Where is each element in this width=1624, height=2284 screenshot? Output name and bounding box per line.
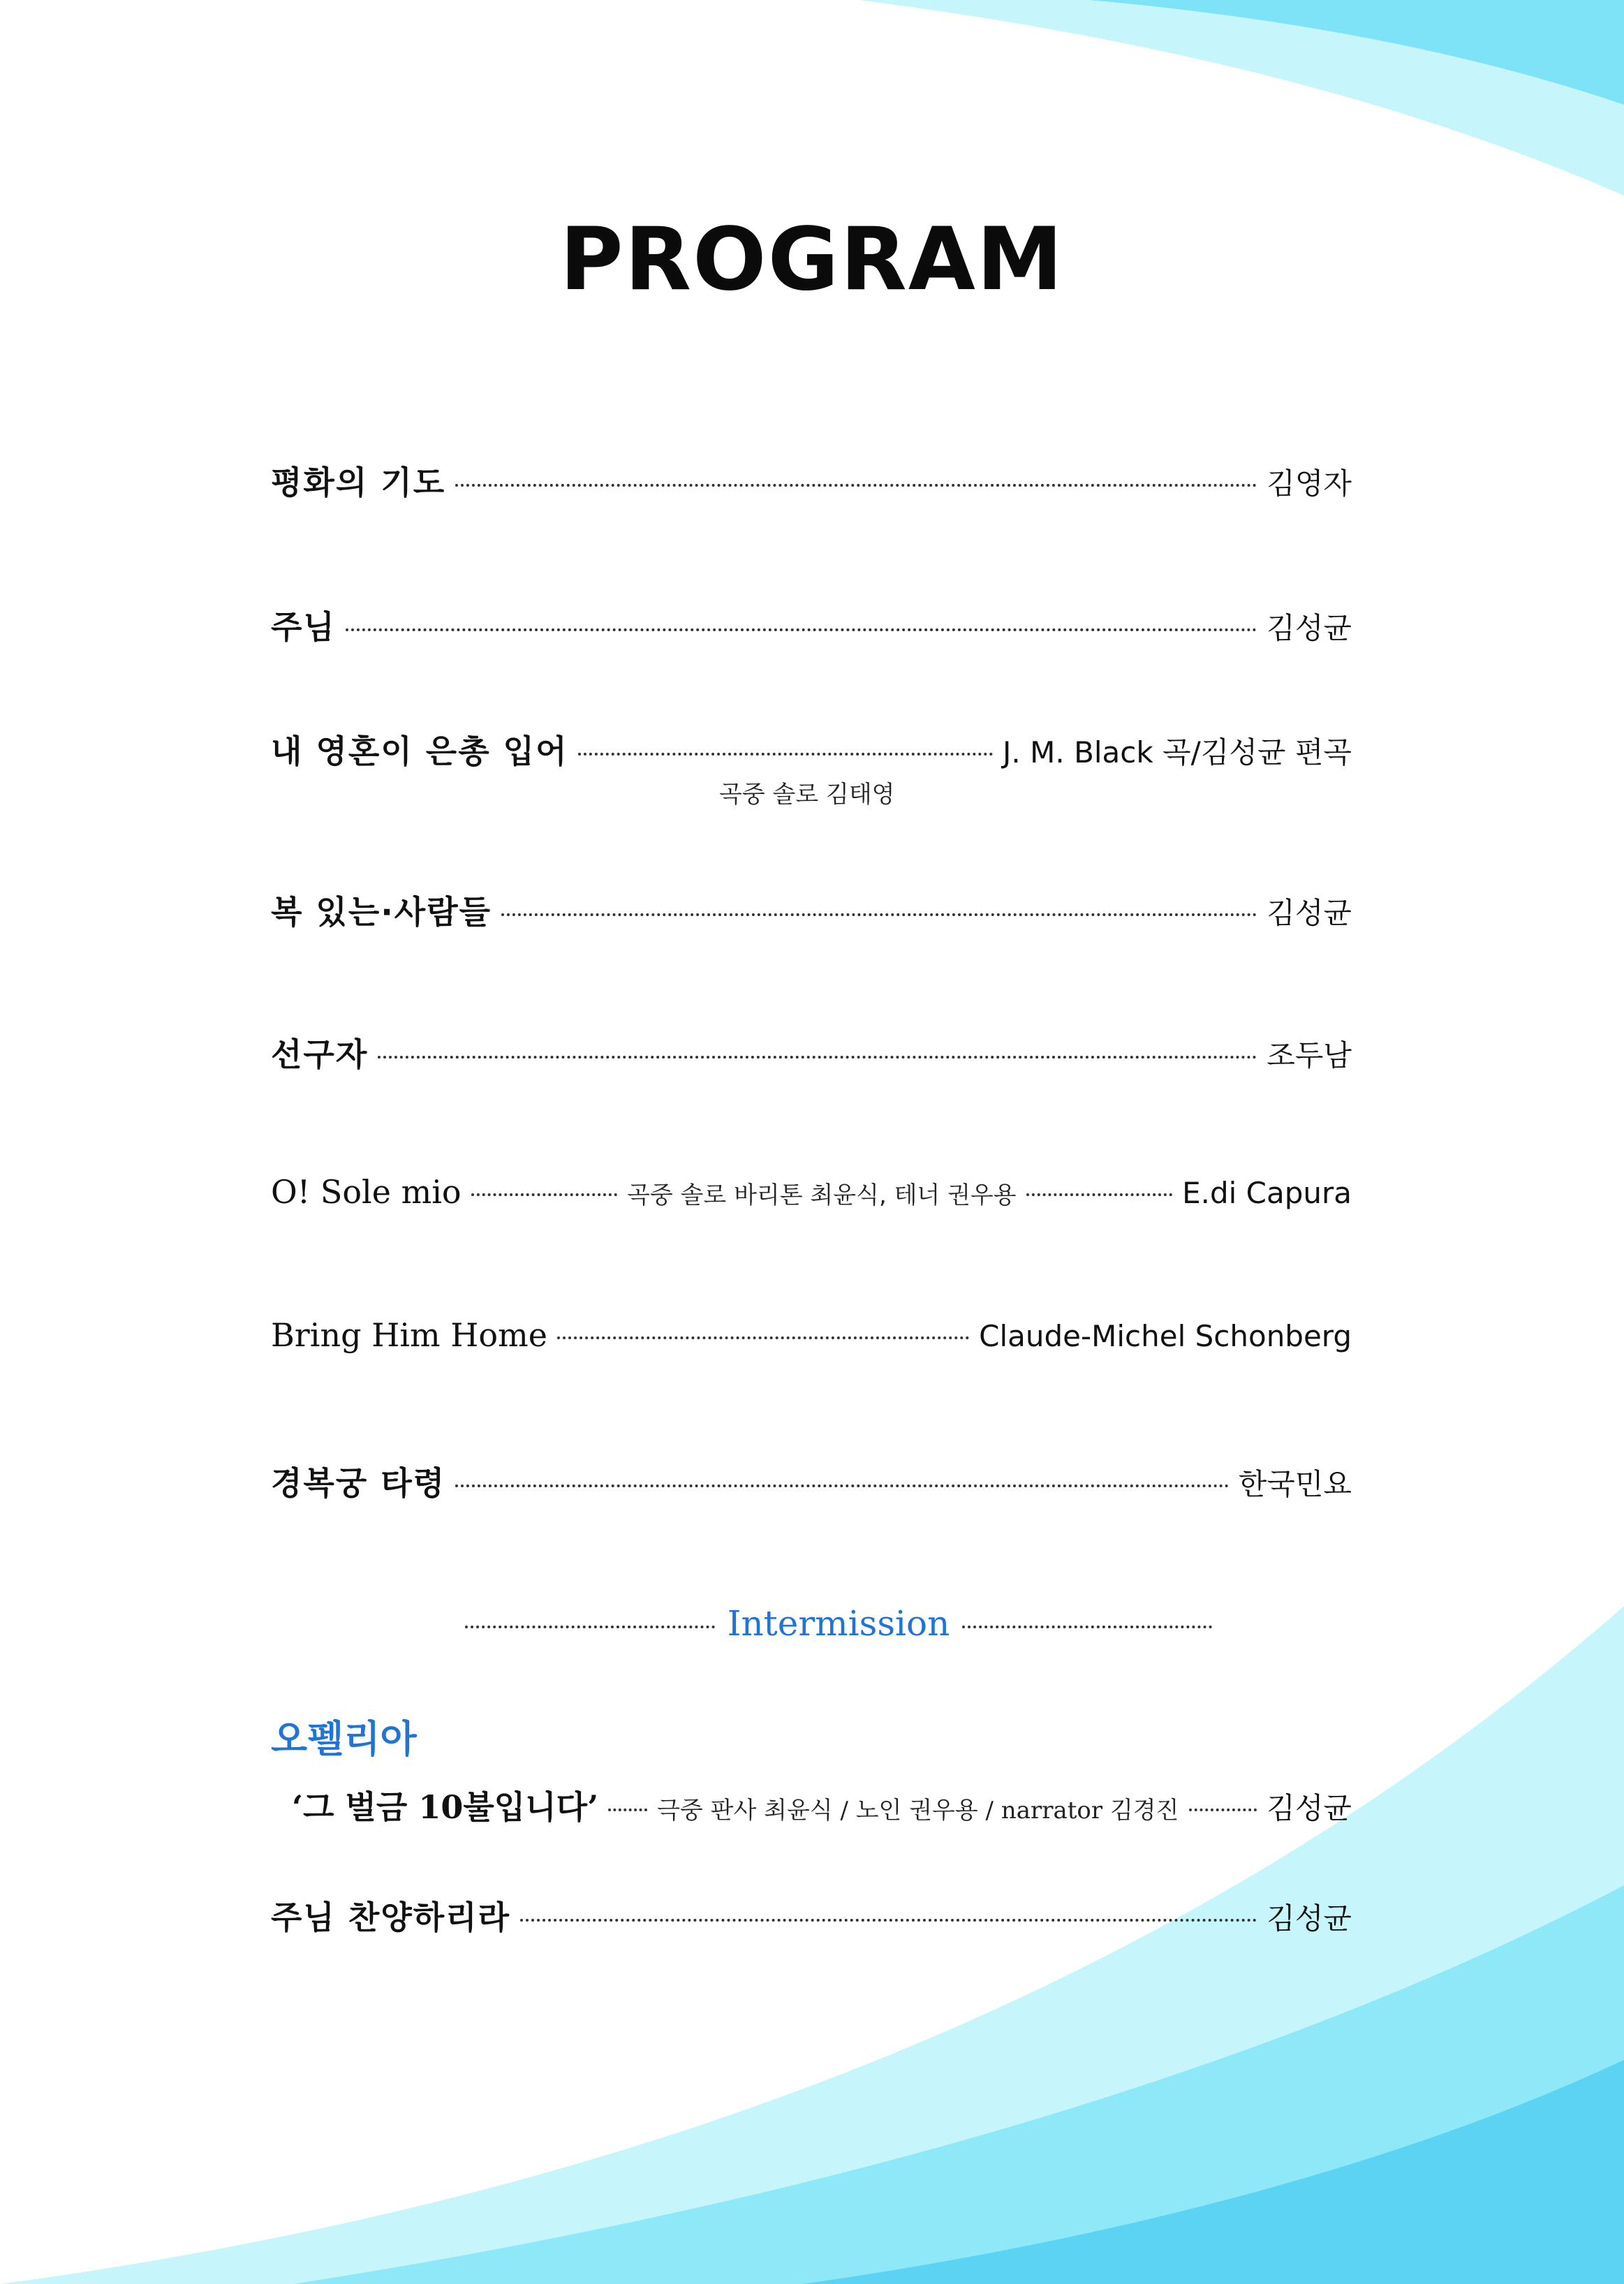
dot-leader — [608, 1808, 647, 1811]
solo-note: 곡중 솔로 바리톤 최윤식, 테너 권우용 — [627, 1181, 1017, 1209]
program-item — [271, 1892, 1352, 1938]
composer: 김성균 — [1267, 1791, 1352, 1825]
program-item — [271, 1458, 1352, 1504]
intermission-divider — [452, 1603, 1225, 1644]
piece-title: 주님 — [271, 608, 336, 646]
dot-leader — [1026, 1193, 1172, 1196]
page-title: PROGRAM — [559, 209, 1065, 310]
dot-leader — [1189, 1808, 1257, 1811]
dot-leader — [578, 753, 994, 756]
composer: 조두남 — [1267, 1038, 1352, 1073]
program-item — [271, 887, 1352, 933]
dot-leader — [465, 1626, 715, 1628]
dot-leader — [520, 1919, 1257, 1922]
dot-leader — [471, 1193, 617, 1196]
intermission-label: Intermission — [727, 1603, 950, 1644]
program-item — [271, 1029, 1352, 1075]
section-title: 오펠리아 — [271, 1717, 417, 1761]
piece-title: O! Sole mio — [271, 1173, 462, 1211]
composer: Claude-Michel Schonberg — [979, 1319, 1352, 1353]
piece-title: 경복궁 타령 — [271, 1464, 446, 1502]
solo-note: 곡중 솔로 김태영 — [719, 781, 895, 809]
dot-leader — [455, 484, 1257, 487]
composer: 김성균 — [1267, 611, 1352, 645]
dot-leader — [501, 913, 1257, 916]
program-item — [271, 602, 1352, 648]
composer: 한국민요 — [1238, 1467, 1352, 1501]
composer: J. M. Black 곡/김성균 편곡 — [1003, 735, 1352, 769]
cast-note: 극중 판사 최윤식 / 노인 권우용 / narrator 김경진 — [657, 1797, 1179, 1825]
dot-leader — [346, 628, 1257, 631]
piece-title: 복 있는·사람들 — [271, 893, 492, 931]
composer: 김영자 — [1267, 466, 1352, 501]
composer: 김성균 — [1267, 1901, 1352, 1936]
piece-title: 내 영혼이 은총 입어 — [271, 732, 568, 770]
piece-title: 선구자 — [271, 1036, 369, 1073]
program-item — [271, 1173, 1352, 1211]
program-item — [271, 457, 1352, 503]
dot-leader — [378, 1056, 1257, 1059]
program-item — [271, 726, 1352, 772]
dot-leader — [455, 1484, 1229, 1487]
piece-title: 평화의 기도 — [271, 464, 446, 501]
program-item — [271, 1316, 1352, 1354]
piece-title: Bring Him Home — [271, 1316, 547, 1354]
dot-leader — [962, 1626, 1212, 1628]
piece-title: ‘그 벌금 10불입니다’ — [292, 1788, 599, 1826]
dot-leader — [557, 1336, 969, 1339]
composer: E.di Capura — [1182, 1176, 1352, 1210]
program-item — [292, 1782, 1352, 1828]
composer: 김성균 — [1267, 896, 1352, 930]
piece-title: 주님 찬양하리라 — [271, 1899, 511, 1936]
